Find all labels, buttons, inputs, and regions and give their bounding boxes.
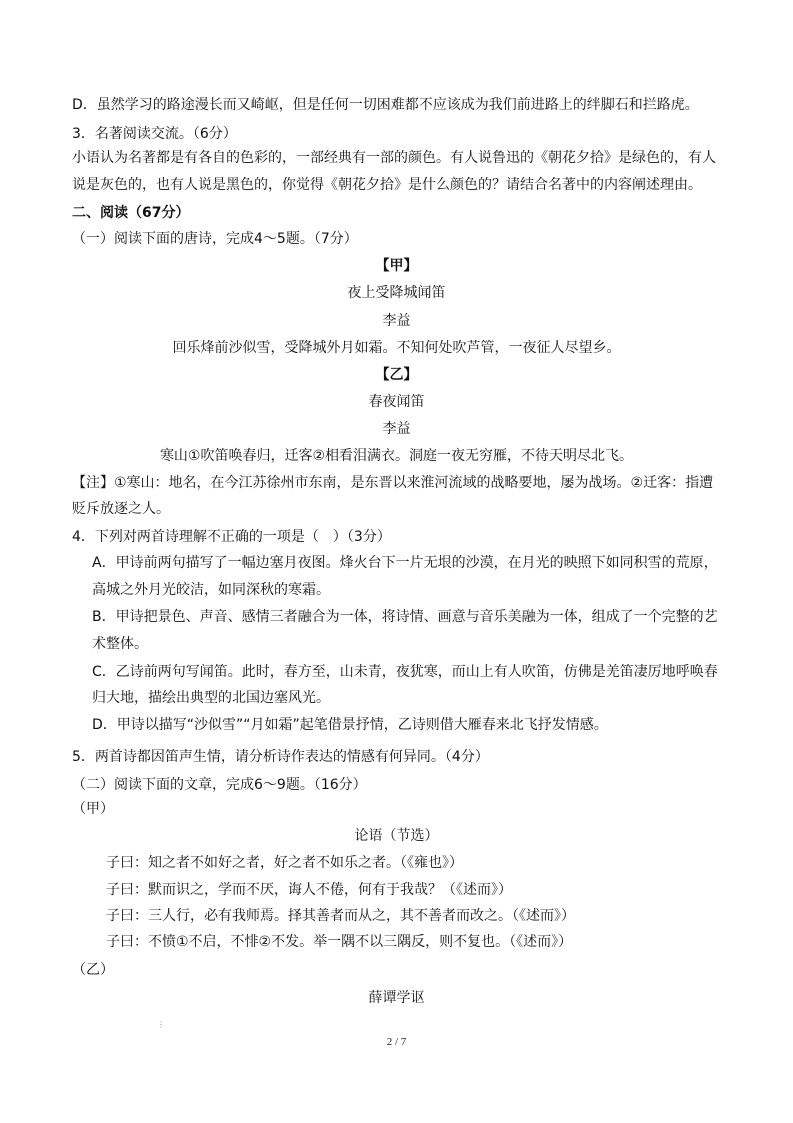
scan-speck: ⋮ <box>157 1020 165 1029</box>
question-3-heading: 3．名著阅读交流。（6分） <box>72 126 237 142</box>
question-4-option-a-line-2: 高城之外月光皎洁，如同深秋的寒霜。 <box>92 582 330 598</box>
question-4-option-a-line-1: A．甲诗前两句描写了一幅边塞月夜图。烽火台下一片无垠的沙漠，在月光的映照下如同积雪的荒原， <box>92 555 718 571</box>
question-4-option-c-line-2: 归大地，描绘出典型的北国边塞风光。 <box>92 690 330 706</box>
lunyu-quote-1: 子曰：知之者不如好之者，好之者不如乐之者。（《雍也》） <box>106 855 463 871</box>
poem-2-title: 春夜闻笛 <box>368 394 425 410</box>
question-3-text-line-1: 小语认为名著都是有各自的色彩的，一部经典有一部的颜色。有人说鲁迅的《朝花夕拾》是绿色的，有人 <box>72 150 716 166</box>
question-4-option-b-line-2: 术整体。 <box>92 636 148 652</box>
section-2-heading: 二、阅读（67分） <box>72 205 190 221</box>
poem-1-author: 李益 <box>382 313 411 329</box>
poem-1-text: 回乐烽前沙似雪，受降城外月如霜。不知何处吹芦管，一夜征人尽望乡。 <box>172 340 621 356</box>
question-4-option-c-line-1: C．乙诗前两句写闻笛。此时，春方至，山未青，夜犹寒，而山上有人吹笛，仿佛是羌笛凄厉地呼唤春 <box>92 664 718 680</box>
text-yi-label: （乙） <box>72 962 114 978</box>
page-number: 2 / 7 <box>386 1036 407 1048</box>
question-4-option-d: D．甲诗以描写“沙似雪”“月如霜”起笔借景抒情，乙诗则借大雁春来北飞抒发情感。 <box>92 717 608 733</box>
part-1-instructions: （一）阅读下面的唐诗，完成4～5题。（7分） <box>72 231 358 247</box>
lunyu-quote-4: 子曰：不愤①不启，不悱②不发。举一隅不以三隅反，则不复也。（《述而》） <box>106 934 573 950</box>
poem-1-title: 夜上受降城闻笛 <box>347 285 446 301</box>
question-4-heading: 4．下列对两首诗理解不正确的一项是（ ）（3分） <box>72 529 391 545</box>
lunyu-quote-2: 子曰：默而识之，学而不厌，诲人不倦，何有于我哉？（《述而》） <box>106 882 512 898</box>
poem-yi-label: 【乙】 <box>375 367 418 383</box>
lunyu-quote-3: 子曰：三人行，必有我师焉。择其善者而从之，其不善者而改之。（《述而》） <box>106 908 575 924</box>
poem-2-author: 李益 <box>382 421 411 437</box>
annotation-line-2: 贬斥放逐之人。 <box>72 501 170 517</box>
poem-2-text: 寒山①吹笛唤春归，迁客②相看泪满衣。洞庭一夜无穷雁，不待天明尽北飞。 <box>159 448 634 464</box>
part-2-instructions: （二）阅读下面的文章，完成6～9题。（16分） <box>72 777 367 793</box>
question-5-heading: 5．两首诗都因笛声生情，请分析诗作表达的情感有何异同。（4分） <box>72 749 489 765</box>
question-3-text-line-2: 说是灰色的，也有人说是黑色的，你觉得《朝花夕拾》是什么颜色的？请结合名著中的内容阐述理由。 <box>72 177 702 193</box>
question-4-option-b-line-1: B．甲诗把景色、声音、感情三者融合为一体，将诗情、画意与音乐美融为一体，组成了一个完整的艺 <box>92 609 718 625</box>
lunyu-title: 论语（节选） <box>354 828 439 844</box>
poem-jia-label: 【甲】 <box>375 258 418 274</box>
text-jia-label: （甲） <box>72 801 114 817</box>
annotation-line-1: 【注】①寒山：地名，在今江苏徐州市东南，是东晋以来淮河流域的战略要地，屡为战场。②迁客：指遭 <box>72 475 714 491</box>
xue-tan-title: 薛谭学讴 <box>368 990 425 1006</box>
question-2-option-d: D．虽然学习的路途漫长而又崎岖，但是任何一切困难都不应该成为我们前进路上的绊脚石和拦路虎。 <box>72 97 699 113</box>
